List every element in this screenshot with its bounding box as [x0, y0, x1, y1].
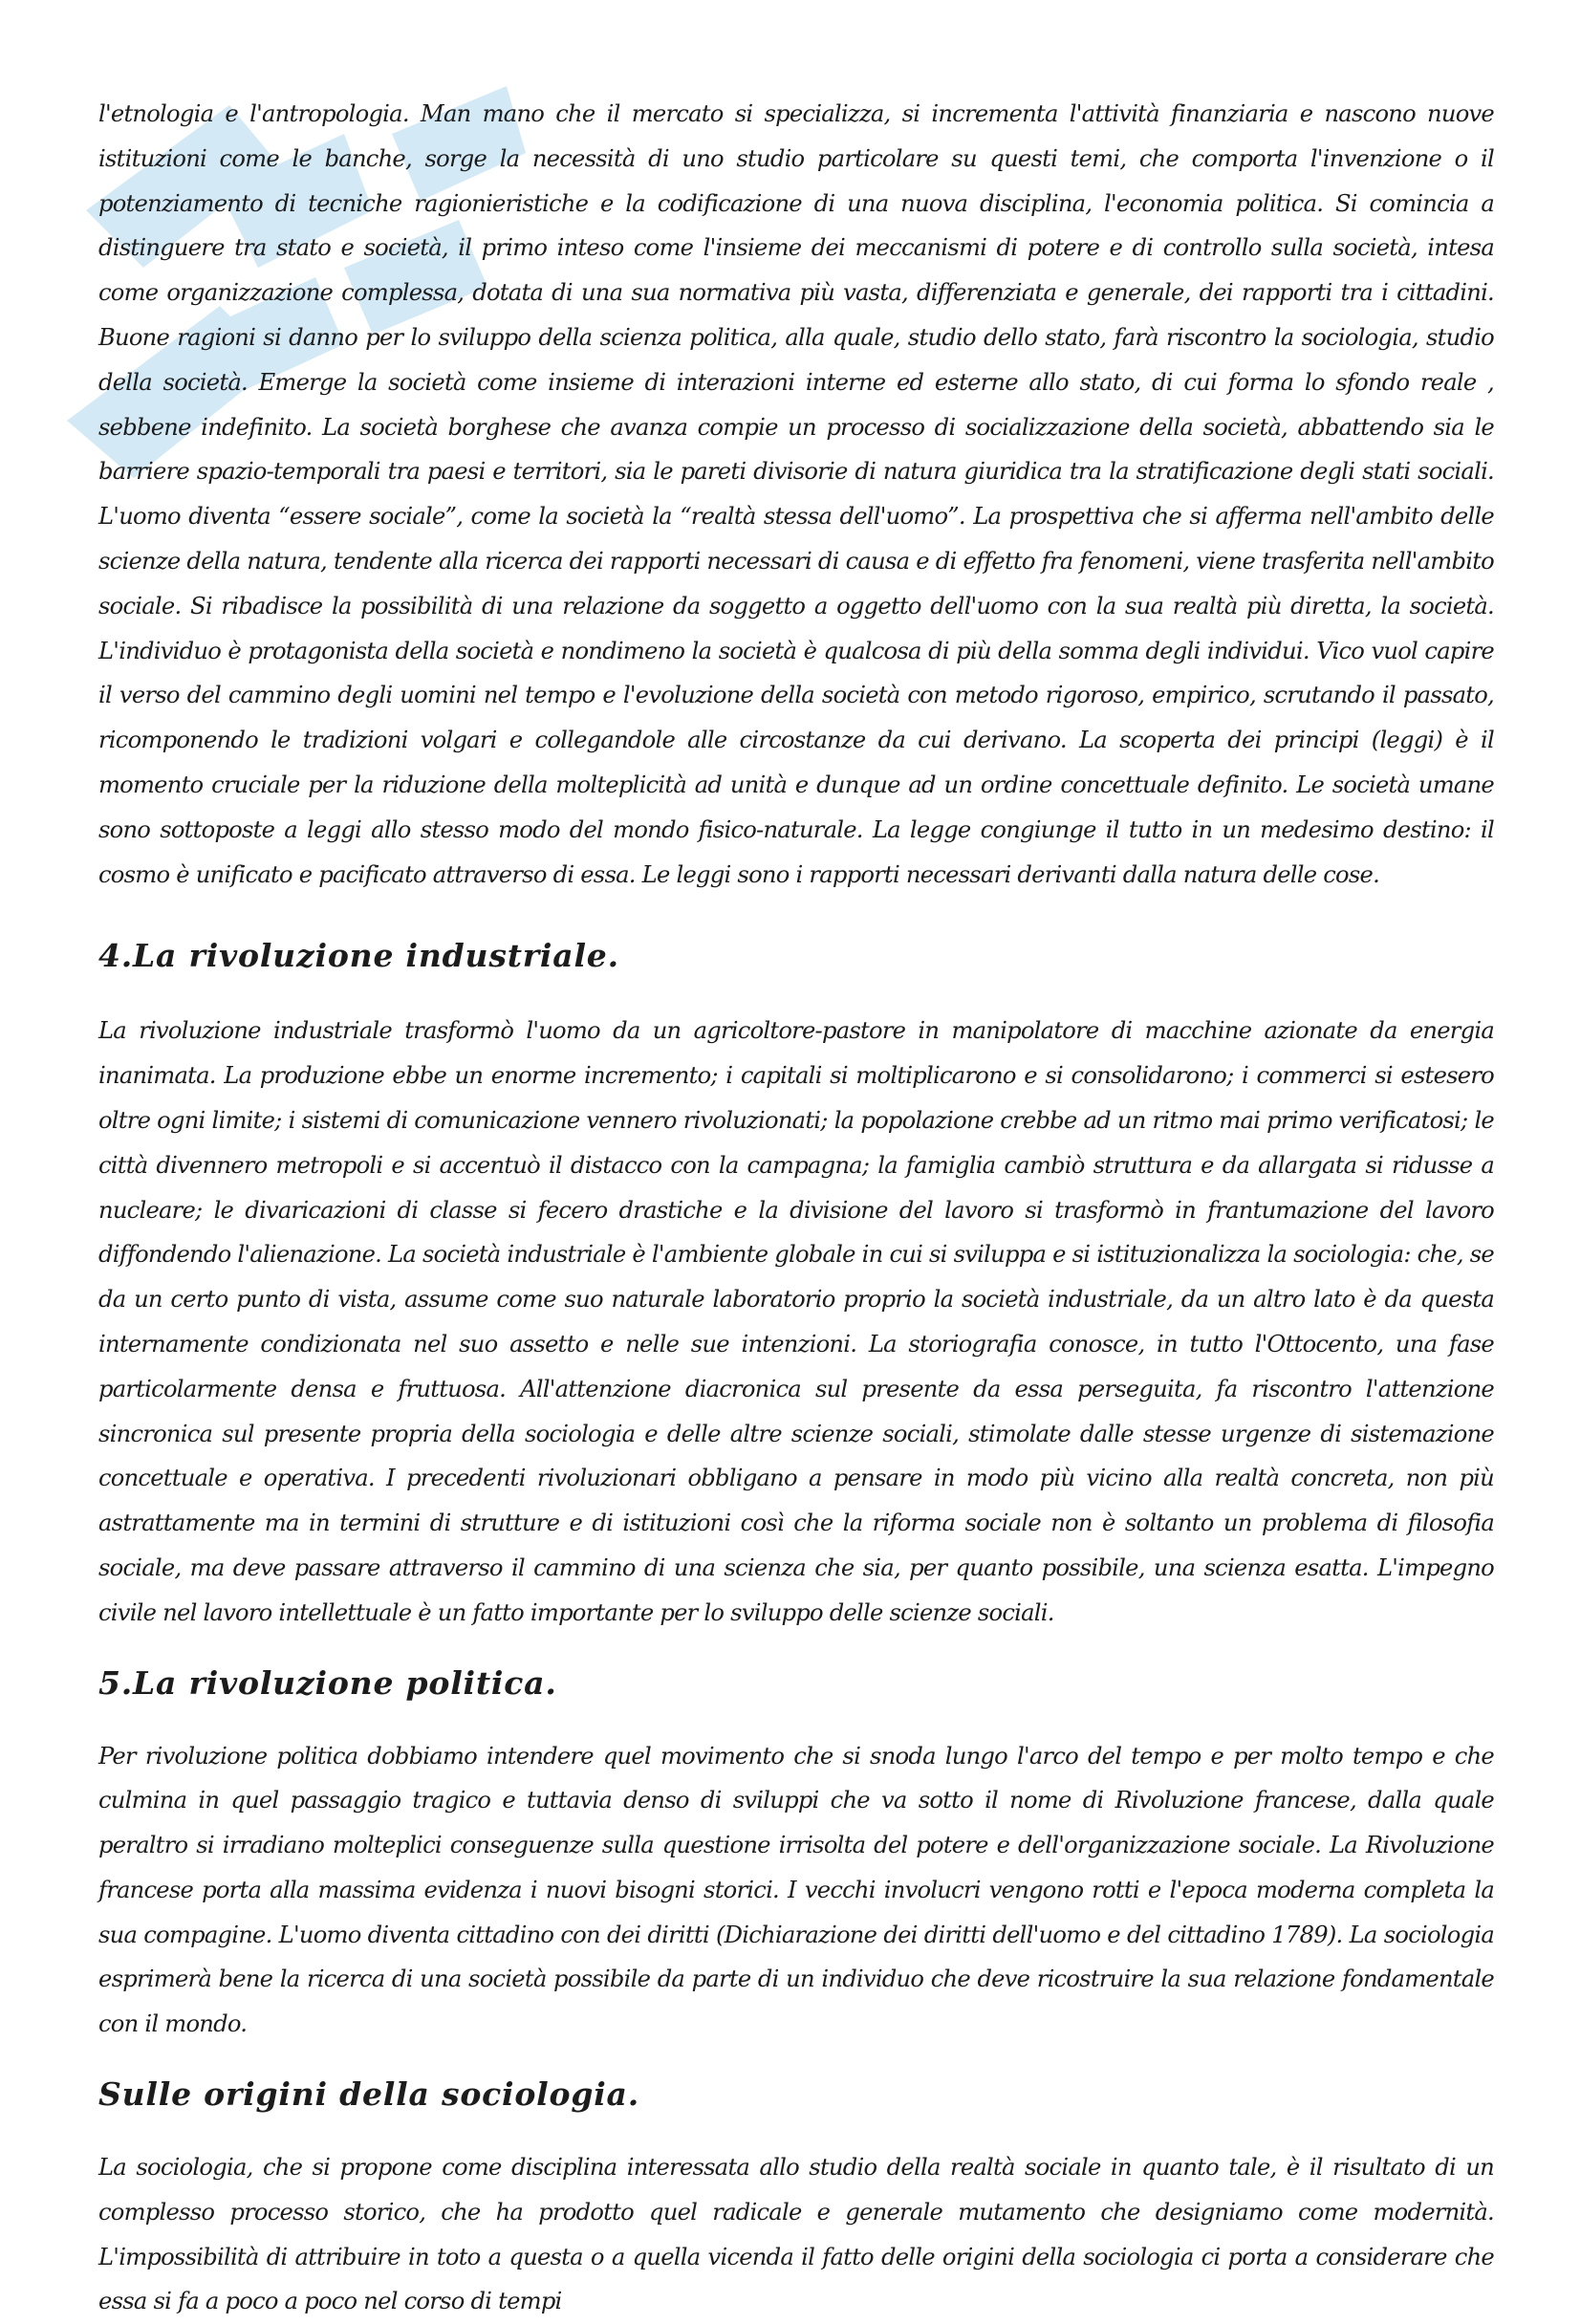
paragraph-2: La rivoluzione industriale trasformò l'uomo da un agricoltore-pastore in manipolatore di macchine azionate da energia inanimata. La produzione ebbe un enorme incremento; i capitali si moltiplicarono e si consolidarono; i commerci si estesero oltre ogni limite; i sistemi di comunicazione vennero rivoluzionati; la popolazione crebbe ad un ritmo mai primo verificatosi; le città divennero metropoli e si accentuò il distacco con la campagna; la famiglia cambiò struttura e da allargata si ridusse a nucleare; le divaricazioni di classe si fecero drastiche e la divisione del lavoro si trasformò in frantumazione del lavoro diffondendo l'alienazione. La società industriale è l'ambiente globale in cui si sviluppa e si istituzionalizza la sociologia: che, se da un certo punto di vista, assume come suo naturale laboratorio proprio la società industriale, da un altro lato è da questa internamente condizionata nel suo assetto e nelle sue intenzioni. La storiografia conosce, in tutto l'Ottocento, una fase particolarmente densa e fruttuosa. All'attenzione diacronica sul presente da essa perseguita, fa riscontro l'attenzione sincronica sul presente propria della sociologia e delle altre scienze sociali, stimolate dalle stesse urgenze di sistemazione concettuale e operativa. I precedenti rivoluzionari obbligano a pensare in modo più vicino alla realtà concreta, non più astrattamente ma in termini di strutture e di istituzioni così che la riforma sociale non è soltanto un problema di filosofia sociale, ma deve passare attraverso il cammino di una scienza che sia, per quanto possibile, una scienza esatta. L'impegno civile nel lavoro intellettuale è un fatto importante per lo sviluppo delle scienze sociali. [98, 1017, 1494, 1626]
paragraph-3: Per rivoluzione politica dobbiamo intendere quel movimento che si snoda lungo l'arco del tempo e per molto tempo e che culmina in quel passaggio tragico e tuttavia denso di sviluppi che va sotto il nome di Rivoluzione francese, dalla quale peraltro si irradiano molteplici conseguenze sulla questione irrisolta del potere e dell'organizzazione sociale. La Rivoluzione francese porta alla massima evidenza i nuovi bisogni storici. I vecchi involucri vengono rotti e l'epoca moderna completa la sua compagine. L'uomo diventa cittadino con dei diritti (Dichiarazione dei diritti dell'uomo e del cittadino 1789). La sociologia esprimerà bene la ricerca di una società possibile da parte di un individuo che deve ricostruire la sua relazione fondamentale con il mondo. [98, 1742, 1494, 2038]
heading-rivoluzione-industriale: 4.La rivoluzione industriale. [98, 937, 619, 975]
heading-origini-sociologia: Sulle origini della sociologia. [98, 2075, 640, 2114]
document-body [98, 92, 1494, 2324]
paragraph-1: l'etnologia e l'antropologia. Man mano che il mercato si specializza, si incrementa l'attività finanziaria e nascono nuove istituzioni come le banche, sorge la necessità di uno studio particolare su questi temi, che comporta l'invenzione o il potenziamento di tecniche ragionieristiche e la codificazione di una nuova disciplina, l'economia politica. Si comincia a distinguere tra stato e società, il primo inteso come l'insieme dei meccanismi di potere e di controllo sulla società, intesa come organizzazione complessa, dotata di una sua normativa più vasta, differenziata e generale, dei rapporti tra i cittadini. Buone ragioni si danno per lo sviluppo della scienza politica, alla quale, studio dello stato, farà riscontro la sociologia, studio della società. Emerge la società come insieme di interazioni interne ed esterne allo stato, di cui forma lo sfondo reale , sebbene indefinito. La società borghese che avanza compie un processo di socializzazione della società, abbattendo sia le barriere spazio-temporali tra paesi e territori, sia le pareti divisorie di natura giuridica tra la stratificazione degli stati sociali. L'uomo diventa “essere sociale”, come la società la “realtà stessa dell'uomo”. La prospettiva che si afferma nell'ambito delle scienze della natura, tendente alla ricerca dei rapporti necessari di causa e di effetto fra fenomeni, viene trasferita nell'ambito sociale. Si ribadisce la possibilità di una relazione da soggetto a oggetto dell'uomo con la sua realtà più diretta, la società. L'individuo è protagonista della società e nondimeno la società è qualcosa di più della somma degli individui. Vico vuol capire il verso del cammino degli uomini nel tempo e l'evoluzione della società con metodo rigoroso, empirico, scrutando il passato, ricomponendo le tradizioni volgari e collegandole alle circostanze da cui derivano. La scoperta dei principi (leggi) è il momento cruciale per la riduzione della molteplicità ad unità e dunque ad un ordine concettuale definito. Le società umane sono sottoposte a leggi allo stesso modo del mondo fisico-naturale. La legge congiunge il tutto in un medesimo destino: il cosmo è unificato e pacificato attraverso di essa. Le leggi sono i rapporti necessari derivanti dalla natura delle cose. [98, 100, 1494, 888]
paragraph-4: La sociologia, che si propone come disciplina interessata allo studio della realtà sociale in quanto tale, è il risultato di un complesso processo storico, che ha prodotto quel radicale e generale mutamento che designiamo come modernità. L'impossibilità di attribuire in toto a questa o a quella vicenda il fatto delle origini della sociologia ci porta a considerare che essa si fa a poco a poco nel corso di tempi [98, 2154, 1494, 2315]
heading-rivoluzione-politica: 5.La rivoluzione politica. [98, 1663, 557, 1702]
